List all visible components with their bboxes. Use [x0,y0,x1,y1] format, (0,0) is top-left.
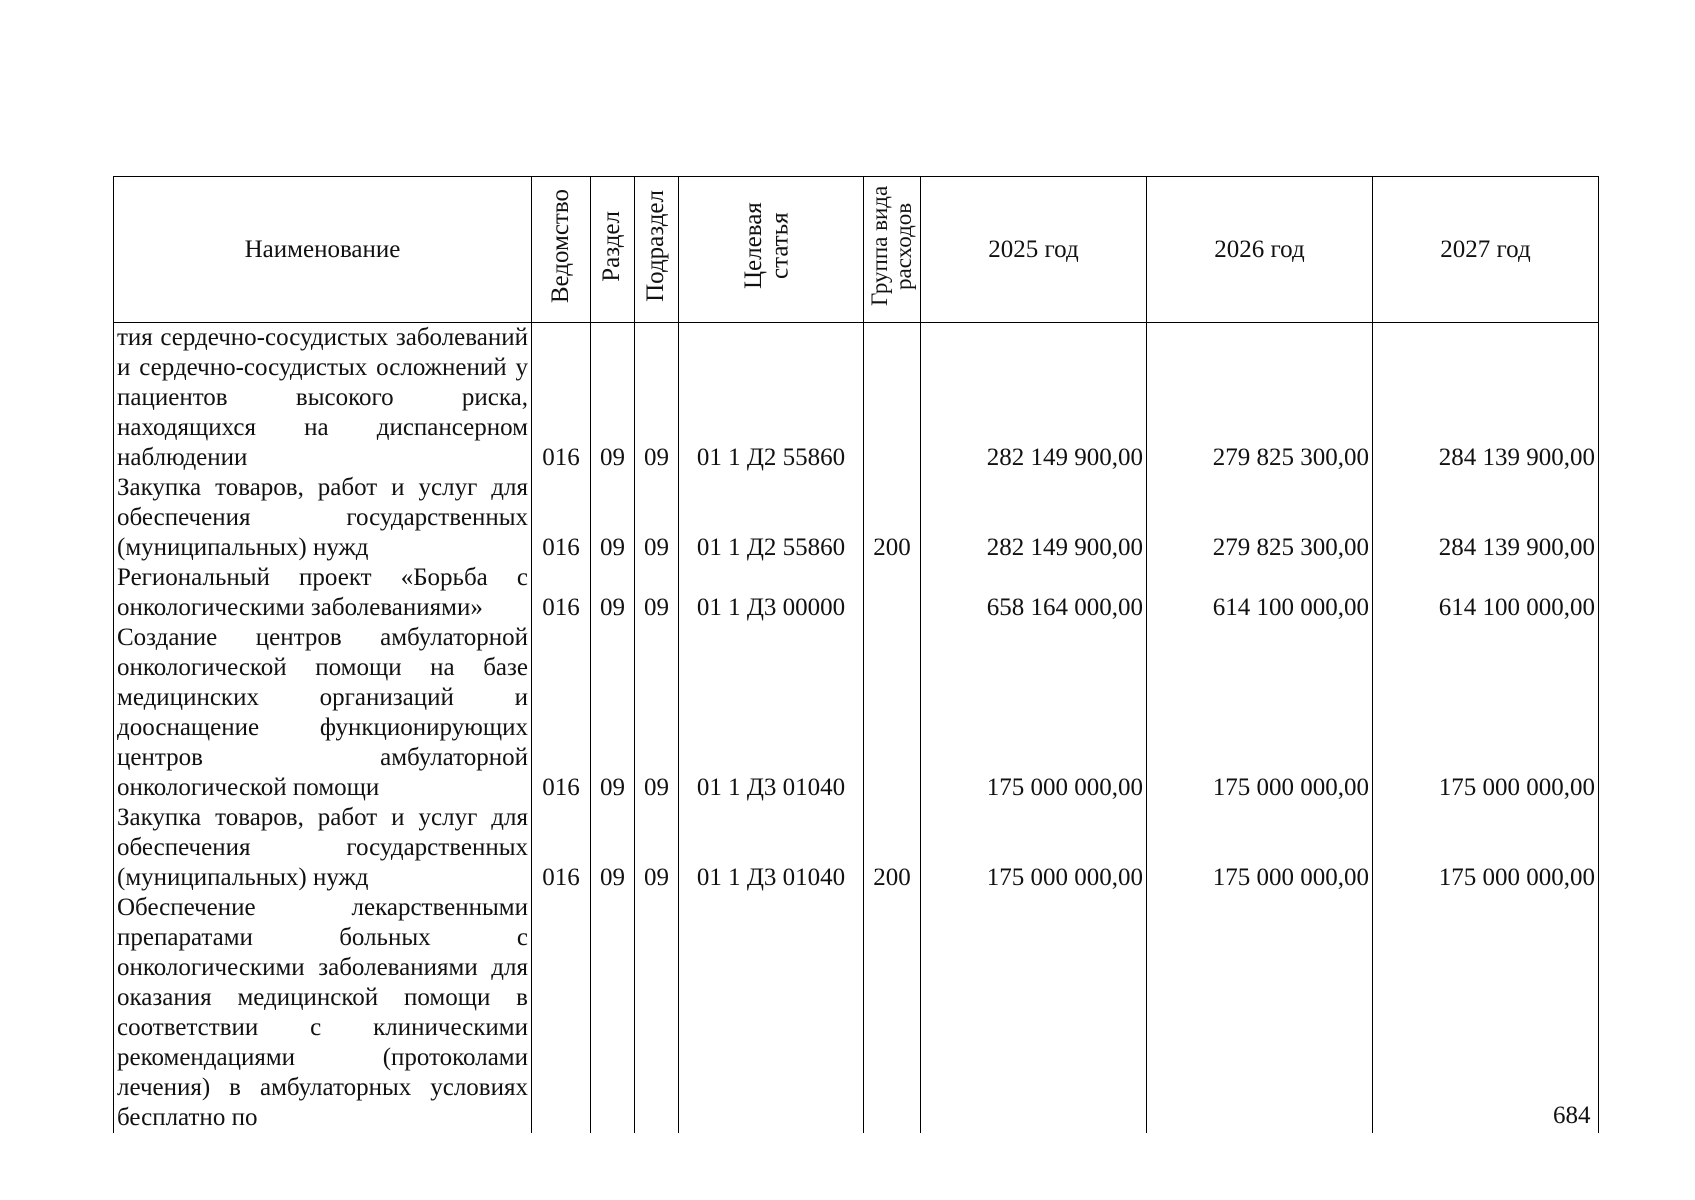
header-year-2026: 2026 год [1147,177,1373,323]
row-amount-2026: 175 000 000,00 [1147,623,1373,803]
row-subsection [635,893,679,1133]
table-row [114,623,1599,803]
row-section: 09 [591,563,635,623]
row-name: тия сердечно-сосудистых заболеваний и сердечно-сосудистых осложнений у пациентов высокого риска, находящихся на диспансерном наблюдении [114,323,532,474]
row-department: 016 [532,473,591,563]
row-subsection: 09 [635,323,679,474]
header-department: Ведомство [532,177,591,323]
row-target-article [679,893,864,1133]
row-section: 09 [591,323,635,474]
row-expense-group: 200 [864,473,921,563]
table-row [114,473,1599,563]
row-subsection: 09 [635,563,679,623]
row-amount-2026: 175 000 000,00 [1147,803,1373,893]
table-row [114,563,1599,623]
row-amount-2027: 284 139 900,00 [1373,323,1599,474]
row-target-article: 01 1 Д2 55860 [679,323,864,474]
row-subsection: 09 [635,623,679,803]
row-amount-2025: 175 000 000,00 [921,803,1147,893]
row-amount-2026: 279 825 300,00 [1147,473,1373,563]
table-row [114,323,1599,474]
row-amount-2025: 282 149 900,00 [921,473,1147,563]
row-name: Закупка товаров, работ и услуг для обеспечения государственных (муниципальных) нужд [114,473,532,563]
row-amount-2025 [921,893,1147,1133]
header-section: Раздел [591,177,635,323]
header-target-article: Целевая статья [679,177,864,323]
row-department: 016 [532,803,591,893]
row-amount-2027: 284 139 900,00 [1373,473,1599,563]
row-name: Обеспечение лекарственными препаратами больных с онкологическими заболеваниями для оказания медицинской помощи в соответствии с клиническими рекомендациями (протоколами лечения) в амбулаторных условиях бесплатно по [114,893,532,1133]
row-section: 09 [591,473,635,563]
header-year-2027: 2027 год [1373,177,1599,323]
row-expense-group [864,893,921,1133]
table-row [114,893,1599,1133]
header-subsection: Подраздел [635,177,679,323]
row-section: 09 [591,803,635,893]
row-amount-2026 [1147,893,1373,1133]
row-section: 09 [591,623,635,803]
row-department [532,893,591,1133]
row-expense-group: 200 [864,803,921,893]
row-target-article: 01 1 Д3 00000 [679,563,864,623]
budget-table [113,176,1599,1133]
row-amount-2026: 279 825 300,00 [1147,323,1373,474]
table-row [114,803,1599,893]
row-amount-2027: 614 100 000,00 [1373,563,1599,623]
page-number: 684 [1553,1102,1591,1129]
row-section [591,893,635,1133]
row-name: Создание центров амбулаторной онкологической помощи на базе медицинских организаций и дооснащение функционирующих центров амбулаторной онкологической помощи [114,623,532,803]
header-row [114,177,1599,323]
row-expense-group [864,623,921,803]
row-target-article: 01 1 Д3 01040 [679,803,864,893]
row-department: 016 [532,623,591,803]
row-amount-2027 [1373,893,1599,1133]
row-name: Региональный проект «Борьба с онкологическими заболеваниями» [114,563,532,623]
row-target-article: 01 1 Д3 01040 [679,623,864,803]
row-amount-2027: 175 000 000,00 [1373,803,1599,893]
row-amount-2026: 614 100 000,00 [1147,563,1373,623]
row-subsection: 09 [635,473,679,563]
row-subsection: 09 [635,803,679,893]
row-amount-2025: 175 000 000,00 [921,623,1147,803]
row-expense-group [864,563,921,623]
row-department: 016 [532,563,591,623]
row-department: 016 [532,323,591,474]
row-expense-group [864,323,921,474]
row-amount-2025: 282 149 900,00 [921,323,1147,474]
row-amount-2027: 175 000 000,00 [1373,623,1599,803]
row-name: Закупка товаров, работ и услуг для обеспечения государственных (муниципальных) нужд [114,803,532,893]
header-expense-group: Группа вида расходов [864,177,921,323]
header-year-2025: 2025 год [921,177,1147,323]
header-name: Наименование [114,177,532,323]
row-amount-2025: 658 164 000,00 [921,563,1147,623]
row-target-article: 01 1 Д2 55860 [679,473,864,563]
